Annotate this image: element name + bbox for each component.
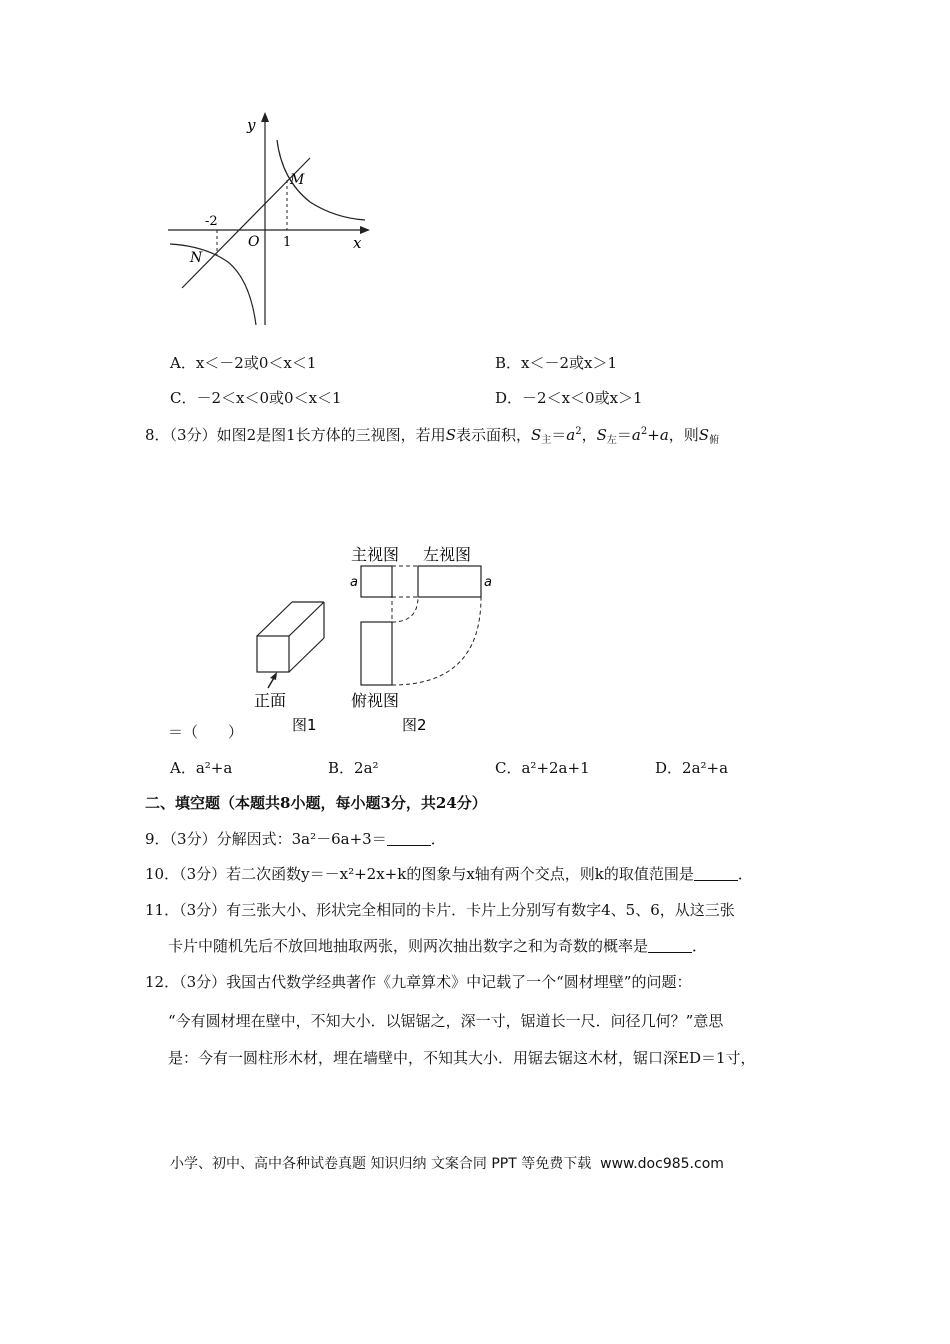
question-number: 8．	[145, 426, 170, 444]
q8-option-b[interactable]	[328, 758, 379, 778]
option-letter: A．	[170, 354, 196, 372]
function-graph	[160, 110, 380, 335]
front-arrow-head	[270, 672, 277, 680]
option-letter: B．	[495, 354, 522, 372]
q11-line1	[145, 900, 735, 920]
left-view-label: 左视图	[423, 545, 472, 564]
q7-option-c[interactable]	[170, 388, 342, 408]
question-end: ．	[692, 937, 708, 955]
subscript-top: 俯	[709, 435, 720, 446]
subscript-main: 主	[541, 435, 552, 446]
option-text: 2a²+a	[682, 759, 729, 777]
top-view-label: 俯视图	[351, 691, 400, 710]
answer-blank[interactable]	[387, 831, 431, 846]
side-label-a-right: a	[484, 575, 492, 590]
fig2-caption: 图2	[402, 716, 427, 734]
question-score: （3分）	[179, 973, 227, 991]
fig1-caption: 图1	[292, 716, 317, 734]
q8-text-3: ，则	[668, 426, 699, 444]
q8-option-c[interactable]	[495, 758, 590, 778]
q12-line3: 是：今有一圆柱形木材，埋在墙壁中，不知其大小．用锯去锯这木材，锯口深ED＝1寸，	[168, 1049, 756, 1067]
section-heading: 二、填空题（本题共8小题，每小题3分，共24分）	[145, 794, 487, 812]
equals: ＝	[551, 426, 567, 444]
tick-label-neg2: -2	[205, 214, 218, 229]
option-text: a²+2a+1	[521, 759, 590, 777]
option-letter: C．	[170, 389, 197, 407]
question-end: ．	[737, 865, 753, 883]
q7-option-b[interactable]	[495, 353, 617, 373]
question-score: （3分）	[179, 901, 227, 919]
option-text: x＜－2或0＜x＜1	[195, 354, 317, 372]
q12-line2: “今有圆材埋在壁中，不知大小．以锯锯之，深一寸，锯道长一尺．问径几何？”意思	[168, 1012, 724, 1030]
question-text: 我国古代数学经典著作《九章算术》中记载了一个“圆材埋壁”的问题：	[226, 973, 692, 991]
a-symbol: a	[631, 426, 641, 444]
option-text: x＜－2或x＞1	[521, 354, 618, 372]
s-symbol: S	[445, 426, 456, 444]
question-score: （3分）	[169, 426, 217, 444]
three-view-figure	[240, 538, 510, 738]
point-n-label: N	[190, 250, 203, 266]
views-drawing	[361, 566, 481, 685]
front-view-label: 主视图	[351, 545, 400, 564]
q10	[145, 864, 753, 884]
question-score: （3分）	[179, 865, 227, 883]
q9	[145, 829, 446, 849]
option-text: 2a²	[354, 759, 379, 777]
point-m-label: M	[290, 172, 305, 188]
exponent: 2	[575, 426, 582, 437]
origin-label: O	[248, 234, 260, 250]
q8-option-a[interactable]	[170, 758, 232, 778]
question-number: 10．	[145, 865, 180, 883]
q7-option-a[interactable]	[170, 353, 316, 373]
question-text: 有三张大小、形状完全相同的卡片．卡片上分别写有数字4、5、6，从这三张	[226, 901, 735, 919]
x-axis-arrow	[360, 226, 370, 234]
q8-text-1: 如图2是图1长方体的三视图，若用	[216, 426, 446, 444]
q12-line1	[145, 972, 691, 992]
option-letter: A．	[170, 759, 196, 777]
x-axis-label: x	[353, 234, 362, 252]
page-footer	[170, 1153, 724, 1173]
answer-blank[interactable]	[648, 938, 692, 953]
plus-a: +a	[647, 426, 669, 444]
y-axis-arrow	[261, 112, 269, 122]
footer-text: 小学、初中、高中各种试卷真题 知识归纳 文案合同 PPT 等免费下载	[170, 1156, 592, 1172]
tick-label-1: 1	[283, 235, 292, 250]
option-text: a²+a	[195, 759, 233, 777]
q7-option-d[interactable]	[495, 388, 643, 408]
question-text: 卡片中随机先后不放回地抽取两张，则两次抽出数字之和为奇数的概率是	[168, 937, 649, 955]
q11-line2	[168, 936, 707, 956]
question-number: 12．	[145, 973, 180, 991]
question-number: 11．	[145, 901, 180, 919]
q8-text-2: 表示面积，	[455, 426, 531, 444]
option-letter: D．	[655, 759, 683, 777]
cuboid-figure	[257, 602, 324, 672]
equals: ＝	[616, 426, 632, 444]
front-face-label: 正面	[254, 691, 287, 710]
question-score: （3分）	[169, 830, 217, 848]
side-label-a-left: a	[350, 575, 358, 590]
question-text: 分解因式：3a²－6a+3＝	[216, 830, 387, 848]
q8-stem: 8．（3分）如图2是图1长方体的三视图，若用S表示面积，$S_主=a^2$，$S_左=a^2+a$，则$S_俯$	[145, 426, 720, 446]
y-axis-label: y	[247, 116, 256, 134]
q8-answer-line: ＝（ ）	[168, 723, 244, 741]
option-letter: D．	[495, 389, 523, 407]
answer-blank[interactable]	[694, 866, 738, 881]
footer-url[interactable]: www.doc985.com	[600, 1156, 724, 1172]
projection-lines	[392, 566, 481, 685]
option-letter: B．	[328, 759, 355, 777]
question-number: 9．	[145, 830, 170, 848]
s-symbol: S	[698, 426, 710, 444]
s-symbol: S	[596, 426, 607, 444]
option-text: －2＜x＜0或x＞1	[522, 389, 643, 407]
question-end: ．	[430, 830, 446, 848]
subscript-left: 左	[606, 435, 617, 446]
option-text: －2＜x＜0或0＜x＜1	[196, 389, 342, 407]
s-symbol: S	[530, 426, 542, 444]
question-text: 若二次函数y＝－x²+2x+k的图象与x轴有两个交点，则k的取值范围是	[226, 865, 694, 883]
exponent: 2	[640, 426, 648, 437]
option-letter: C．	[495, 759, 522, 777]
q8-option-d[interactable]	[655, 758, 728, 778]
a-symbol: a	[566, 426, 576, 444]
